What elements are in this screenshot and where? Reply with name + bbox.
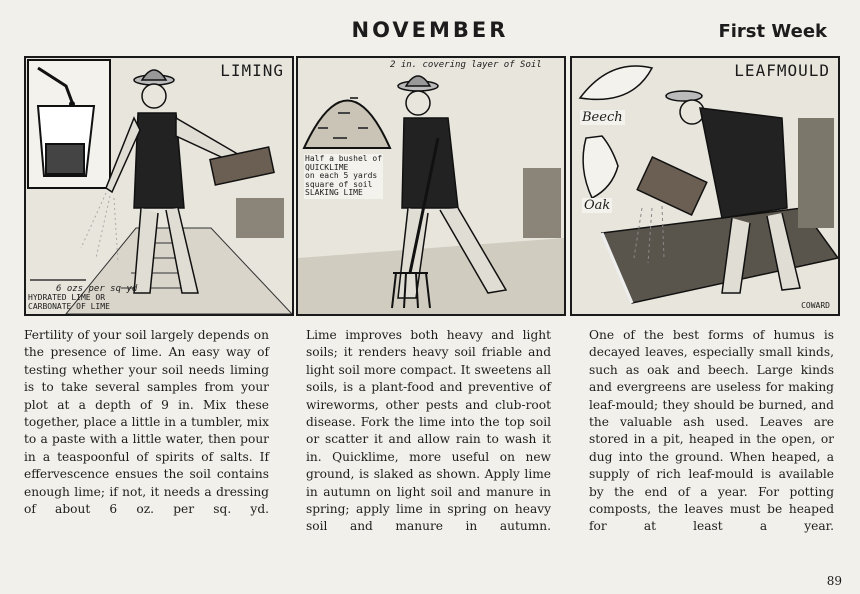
tumbler-inset <box>28 60 110 188</box>
week-label: First Week <box>718 21 827 42</box>
artist-signature: COWARD <box>801 300 830 310</box>
leafmould-illustration <box>572 58 838 314</box>
panel-title-leafmould: LEAFMOULD <box>734 61 830 80</box>
panel-liming <box>24 56 294 316</box>
column-leafmould-text: One of the best forms of humus is decayed leaves, especially small kinds, such as oak and beech. Large kinds and evergreens are useless for making leaf-mould; they should be burned, and the valuable ash used. Leaves are stored in a pit, heaped in the open, or dug into the ground. When heaped, a supply of rich leaf-mould is available by the end of a year. For potting composts, the leaves must be heaped for at least a year. <box>589 328 834 534</box>
panel-quicklime <box>296 56 566 316</box>
caption-rate: 6 ozs per sq yd <box>56 284 138 294</box>
plants <box>236 198 284 238</box>
lime-spray <box>81 193 118 263</box>
column-liming-text: Fertility of your soil largely depends on the presence of lime. An easy way of testing whether your soil needs liming is to take several samples from your plot at a depth of 9 in. Mix these together, place a little in a tumbler, mix to a paste with a little water, then pour in a teaspoonful of spirits of salts. If effervescence ensues the soil contains enough lime; if not, it needs a dressing of about 6 oz. per sq. yd. <box>24 328 269 517</box>
leaf-label-oak: Oak <box>584 198 611 213</box>
plants <box>523 168 561 238</box>
caption-material: HYDRATED LIME OR CARBONATE OF LIME <box>28 293 110 311</box>
page-title: NOVEMBER <box>351 18 509 42</box>
beech-leaf-icon <box>580 66 652 99</box>
column-lime-benefits-text: Lime improves both heavy and light soils; it renders heavy soil friable and light soil more compact. It sweetens all soils, is a plant-food and preventive of wireworms, other pests and club-root disease. Fork the lime into the top soil or scatter it and allow rain to wash it in. Quicklime, more useful on new ground, is slaked as shown. Apply lime in autumn on light soil and manure in spring; apply lime in spring on heavy soil and manure in autumn. <box>306 328 551 534</box>
caption-heap: Half a bushel of QUICKLIME on each 5 yards square of soil SLAKING LIME <box>305 154 383 197</box>
panel-title-liming: LIMING <box>220 61 284 80</box>
oak-leaf-icon <box>583 136 618 198</box>
caption-layer: 2 in. covering layer of Soil <box>390 60 542 70</box>
lime-heap <box>304 101 390 149</box>
panel-leafmould <box>570 56 840 316</box>
liming-illustration <box>26 58 292 314</box>
ground <box>298 238 564 314</box>
tree <box>798 118 834 228</box>
page-number: 89 <box>826 574 842 588</box>
leaf-label-beech: Beech <box>582 110 623 125</box>
